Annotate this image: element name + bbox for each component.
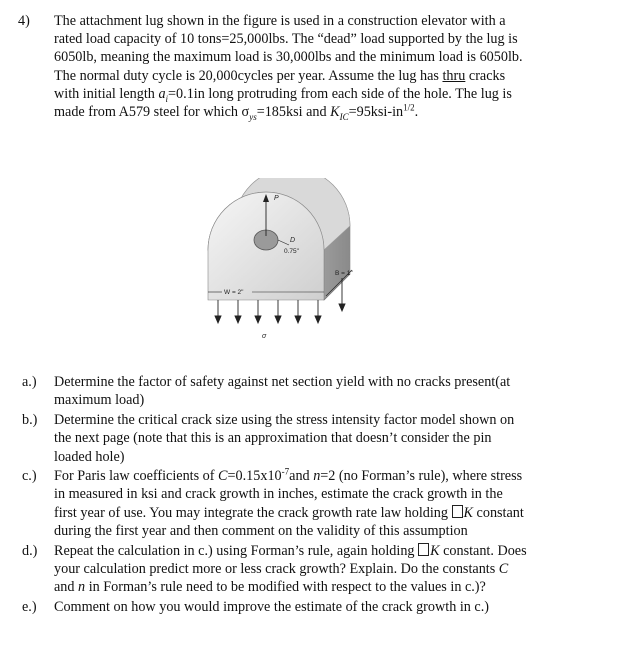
delta-box-icon — [452, 505, 463, 518]
problem-text — [54, 12, 608, 121]
width-label: W = 2" — [224, 289, 244, 296]
question-c: c.) For Paris law coefficients of $C=0.15x10^{-7}and$ n=2 (no Forman’s rule), where stress in measured in ksi and crack growth in inches, estimate the crack growth in the first year of use. You may integrate the crack growth rate law holding K constant during the first year and then comment on the validity of this assumption — [22, 466, 524, 540]
question-b: b.) Determine the critical crack size using the stress intensity factor model shown on the next page (note that this is an approximation that doesn’t consider the pin loaded hole) — [22, 411, 515, 465]
problem-line-2: rated load capacity of 10 tons=25,000lbs. The “dead” load supported by the lug is — [54, 31, 518, 48]
problem-line-1: The attachment lug shown in the figure is used in a construction elevator with a — [54, 13, 506, 29]
question-e: e.) Comment on how you would improve the estimate of the crack growth in c.) — [22, 598, 489, 615]
diameter-value: 0.75" — [284, 248, 299, 255]
problem-line-6: made from A579 steel for which $\sigma_{ys}=185ksi$ and $K_{IC}=95ksi-in^{1/2}$. — [54, 102, 419, 122]
problem-line-4: The normal duty cycle is 20,000cycles per year. Assume the lug has thru cracks — [54, 67, 506, 84]
problem-line-3: 6050lb, meaning the maximum load is 30,000lbs and the minimum load is 6050lb. — [54, 49, 523, 66]
delta-box-icon — [418, 543, 429, 556]
diameter-label: D — [290, 237, 296, 244]
stress-label: σ — [262, 333, 267, 340]
lug-drawing — [192, 178, 382, 358]
problem-line-5: with initial length $a_i=0.1in$ long protruding from each side of the hole. The lug is — [54, 85, 512, 104]
question-d: d.) Repeat the calculation in c.) using Forman’s rule, again holding K constant. Does your calculation predict more or less crack growth? Explain. Do the constants C and n in Forman’s rule need to be modified with respect to the values in c.)? — [22, 542, 527, 596]
thickness-label: B = 1" — [335, 270, 353, 277]
thru-underlined: thru — [442, 67, 466, 84]
problem-number: 4) — [18, 13, 30, 29]
lug-figure — [192, 178, 382, 358]
question-list — [18, 373, 613, 617]
load-label: P — [274, 195, 279, 202]
problem-statement — [18, 12, 608, 121]
question-a: a.) Determine the factor of safety against net section yield with no cracks present(at maximum load) — [22, 374, 511, 409]
